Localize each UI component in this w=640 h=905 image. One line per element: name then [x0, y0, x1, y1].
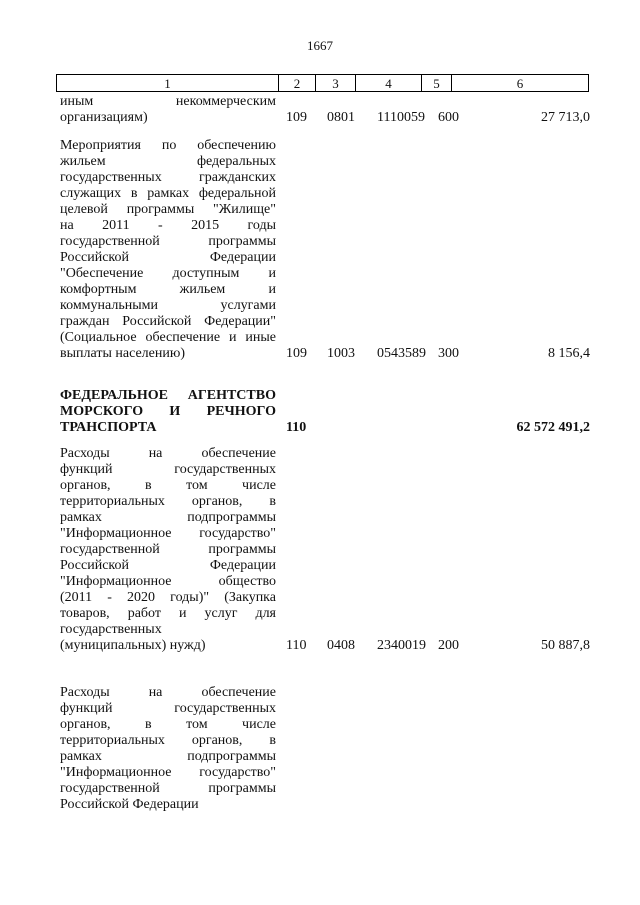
row-section-code: 0408 [327, 638, 355, 653]
description-line: (Социальное обеспечение и иные [60, 330, 276, 345]
description-line: рамках подпрограммы [60, 749, 276, 764]
description-line: товаров, работ и услуг для [60, 606, 276, 621]
header-col-3: 3 [316, 75, 356, 91]
row-expense-type: 200 [438, 638, 459, 653]
description-line: "Информационное государство" [60, 765, 276, 780]
header-col-4: 4 [356, 75, 422, 91]
description-line: коммунальными услугами [60, 298, 276, 313]
row-section-code: 1003 [327, 346, 355, 361]
row-values [60, 797, 590, 813]
description-line: органов, в том числе [60, 478, 276, 493]
row-target-code: 1110059 [377, 110, 425, 125]
header-col-2: 2 [279, 75, 316, 91]
row-expense-type: 600 [438, 110, 459, 125]
description-line: "Информационное общество [60, 574, 276, 589]
description-line: на 2011 - 2015 годы [60, 218, 276, 233]
row-expense-type: 300 [438, 346, 459, 361]
row-description [60, 138, 276, 362]
description-line: "Обеспечение доступным и [60, 266, 276, 281]
description-line: ТРАНСПОРТА [60, 420, 157, 435]
description-line: функций государственных [60, 701, 276, 716]
description-line: Расходы на обеспечение [60, 685, 276, 700]
description-line: МОРСКОГО И РЕЧНОГО [60, 404, 276, 419]
description-line: государственной программы [60, 234, 276, 249]
row-sum: 62 572 491,2 [516, 420, 590, 435]
description-line: (муниципальных) нужд) [60, 638, 206, 653]
description-line: функций государственных [60, 462, 276, 477]
row-description [60, 685, 276, 813]
row-gr-code: 110 [286, 638, 307, 653]
description-line: (2011 - 2020 годы)" (Закупка [60, 590, 276, 605]
header-col-5: 5 [422, 75, 452, 91]
row-values [60, 420, 590, 436]
description-line: Российской Федерации [60, 558, 276, 573]
row-gr-code: 110 [286, 420, 307, 435]
row-values [60, 110, 590, 126]
description-line: Российской Федерации [60, 250, 276, 265]
table-row [60, 138, 590, 362]
row-description [60, 446, 276, 654]
description-line: целевой программы "Жилище" [60, 202, 276, 217]
row-sum: 8 156,4 [548, 346, 590, 361]
table-row [60, 388, 590, 436]
row-sum: 27 713,0 [541, 110, 590, 125]
description-line: выплаты населению) [60, 346, 185, 361]
row-gr-code: 109 [286, 346, 307, 361]
description-line: территориальных органов, в [60, 733, 276, 748]
row-sum: 50 887,8 [541, 638, 590, 653]
header-col-1: 1 [57, 75, 279, 91]
description-line: "Информационное государство" [60, 526, 276, 541]
description-line: организациям) [60, 110, 148, 125]
table-row [60, 94, 590, 126]
description-line: органов, в том числе [60, 717, 276, 732]
description-line: иным некоммерческим [60, 94, 276, 109]
page-number: 1667 [307, 38, 333, 53]
description-line: Российской Федерации [60, 797, 199, 812]
description-line: ФЕДЕРАЛЬНОЕ АГЕНТСТВО [60, 388, 276, 403]
description-line: Расходы на обеспечение [60, 446, 276, 461]
row-gr-code: 109 [286, 110, 307, 125]
row-section-code: 0801 [327, 110, 355, 125]
row-target-code: 2340019 [377, 638, 426, 653]
row-values [60, 346, 590, 362]
table-row [60, 446, 590, 654]
table-row [60, 685, 590, 813]
row-values [60, 638, 590, 654]
description-line: государственных [60, 622, 162, 637]
description-line: территориальных органов, в [60, 494, 276, 509]
description-line: рамках подпрограммы [60, 510, 276, 525]
description-line: служащих в рамках федеральной [60, 186, 276, 201]
description-line: государственной программы [60, 781, 276, 796]
row-target-code: 0543589 [377, 346, 426, 361]
table-header [56, 74, 589, 92]
description-line: жильем федеральных [60, 154, 276, 169]
description-line: комфортным жильем и [60, 282, 276, 297]
description-line: государственной программы [60, 542, 276, 557]
description-line: граждан Российской Федерации" [60, 314, 276, 329]
header-col-6: 6 [516, 76, 524, 91]
description-line: государственных гражданских [60, 170, 276, 185]
description-line: Мероприятия по обеспечению [60, 138, 276, 153]
